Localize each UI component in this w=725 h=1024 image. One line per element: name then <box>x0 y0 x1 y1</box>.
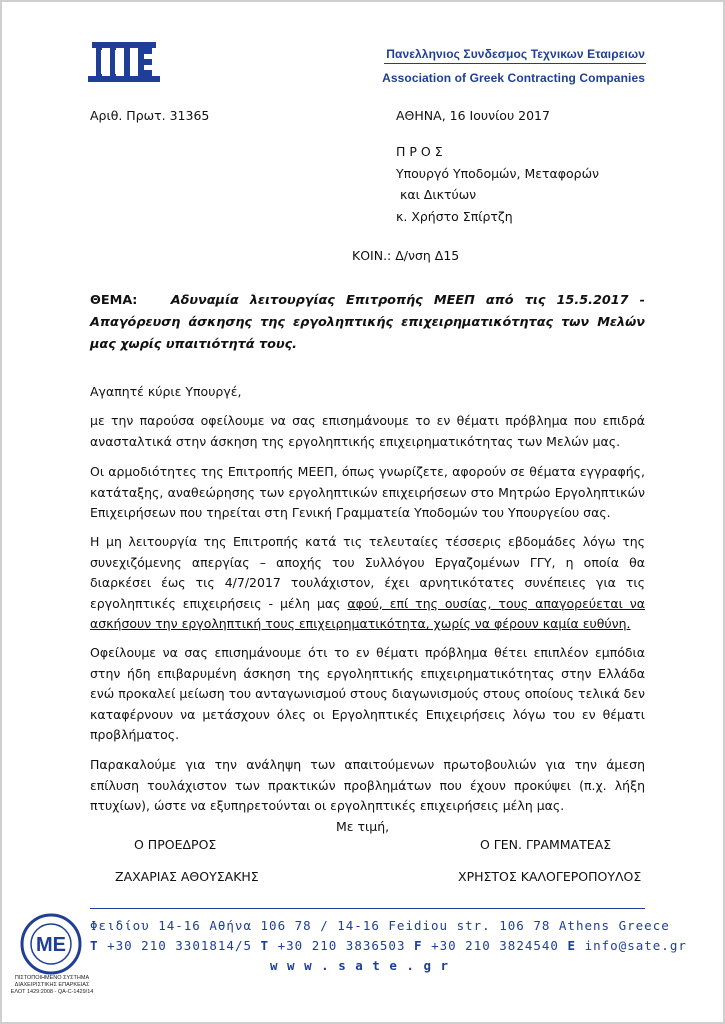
secretary-name: ΧΡΗΣΤΟΣ ΚΑΛΟΓΕΡΟΠΟΥΛΟΣ <box>458 869 642 884</box>
certification-seal-icon <box>20 913 82 975</box>
paragraph-3-text: Η μη λειτουργία της Επιτροπής κατά τις τελευταίες τέσσερις εβδομάδες λόγω της συνεχιζόμενης απεργίας – αποχής του Συλλόγου Εργαζομένων ΓΓΥ, η οποία θα διαρκέσει έως τις 4/7/2017 τουλάχιστον, έχει αρνητικότατες συνέπειες για τις εργοληπτικές επιχειρήσεις - μέλη μας <box>90 534 645 611</box>
footer-contacts <box>90 938 687 953</box>
org-name-greek: Πανελληνιος Συνδεσμος Τεχνικων Εταιρειων <box>386 47 645 61</box>
place-date: ΑΘΗΝΑ, 16 Ιουνίου 2017 <box>396 108 550 123</box>
recipient-line-3: κ. Χρήστο Σπίρτζη <box>396 209 513 224</box>
org-name-english: Association of Greek Contracting Companies <box>382 71 645 85</box>
closing: Με τιμή, <box>336 819 390 834</box>
seal-line-3: ΕΛΟΤ 1429:2008 - QA-C-1429/14 <box>10 989 94 995</box>
cc-line: ΚΟΙΝ.: Δ/νση Δ15 <box>352 248 460 263</box>
footer-rule <box>90 908 645 909</box>
paragraph-4: Οφείλουμε να σας επισημάνουμε ότι το εν θέματι πρόβλημα θέτει επιπλέον εμπόδια στην ήδη επιβαρυμένη άσκηση της εργοληπτικής επιχειρηματικότητας στην Ελλάδα ενώ προκαλεί μείωση του ανταγωνισμού στους διαγωνισμούς στους οποίους τελικά δεν καταφέρνουν να μετάσχουν όλες οι Εργοληπτικές Επιχειρήσεις λόγω του εν θέματι προβλήματος. <box>90 645 645 742</box>
email-label: E <box>567 938 577 953</box>
president-name: ΖΑΧΑΡΙΑΣ ΑΘΟΥΣΑΚΗΣ <box>115 869 259 884</box>
paragraph-3 <box>90 532 645 635</box>
fax: +30 210 3824540 <box>431 938 559 953</box>
protocol-number: Αριθ. Πρωτ. 31365 <box>90 108 210 123</box>
seal-line-2: ΔΙΑΧΕΙΡΙΣΤΙΚΗΣ ΕΠΑΡΚΕΙΑΣ <box>14 982 90 988</box>
phone-label-2: T <box>260 938 270 953</box>
paragraph-3-underlined: αφού, επί της ουσίας, τους απαγορεύεται να ασκήσουν την εργοληπτική τους επιχειρηματικότητα, χωρίς να φέρουν καμία ευθύνη. <box>90 595 645 631</box>
fax-label: F <box>414 938 423 953</box>
seal-caption <box>7 975 97 996</box>
svg-text:ME: ME <box>36 934 66 956</box>
website-link[interactable]: w w w . s a t e . g r <box>270 958 450 973</box>
paragraph-5: Παρακαλούμε για την ανάληψη των απαιτούμενων πρωτοβουλιών για την άμεση επίλυση τουλάχιστον των πρακτικών προβλημάτων που έχουν προκύψει (π.χ. λήξη πτυχίων), ώστε να εξυπηρετούνται οι εργοληπτικές επιχειρήσεις μέλη μας. <box>90 757 645 813</box>
recipient-line-2: και Δικτύων <box>400 187 477 202</box>
subject <box>90 290 645 356</box>
footer-address: Φειδίου 14-16 Αθήνα 106 78 / 14-16 Feidiou str. 106 78 Athens Greece <box>90 918 670 933</box>
phone-2: +30 210 3836503 <box>277 938 406 953</box>
subject-label: ΘΕΜΑ: <box>90 293 138 308</box>
greeting: Αγαπητέ κύριε Υπουργέ, <box>90 384 242 399</box>
sate-logo <box>88 38 160 86</box>
phone-1: +30 210 3301814/5 <box>107 938 252 953</box>
president-title: Ο ΠΡΟΕΔΡΟΣ <box>134 837 217 852</box>
secretary-title: Ο ΓΕΝ. ΓΡΑΜΜΑΤΕΑΣ <box>480 837 612 852</box>
paragraph-1: με την παρούσα οφείλουμε να σας επισημάνουμε το εν θέματι πρόβλημα που επιδρά ανασταλτικά στην άσκηση της εργοληπτικής επιχειρηματικότητας των Μελών μας. <box>90 413 645 449</box>
subject-text: Αδυναμία λειτουργίας Επιτροπής ΜΕΕΠ από τις 15.5.2017 - Απαγόρευση άσκησης της εργοληπτικής επιχειρηματικότητας των Μελών μας χωρίς υπαιτιότητά τους. <box>90 293 645 352</box>
phone-label-1: T <box>90 938 99 953</box>
paragraph-2: Οι αρμοδιότητες της Επιτροπής ΜΕΕΠ, όπως γνωρίζετε, αφορούν σε θέματα εγγραφής, κατάταξης, αναθεώρησης των εργοληπτικών επιχειρήσεων στο Μητρώο Εργοληπτικών Επιχειρήσεων που τηρείται στη Γενική Γραμματεία Υποδομών του Υπουργείου σας. <box>90 464 645 520</box>
header-rule <box>384 63 646 64</box>
seal-line-1: ΠΙΣΤΟΠΟΙΗΜΕΝΟ ΣΥΣΤΗΜΑ <box>14 975 90 981</box>
recipient-line-1: Υπουργό Υποδομών, Μεταφορών <box>396 166 600 181</box>
to-label: Π Ρ Ο Σ <box>396 144 443 159</box>
email-link[interactable]: info@sate.gr <box>584 938 687 953</box>
